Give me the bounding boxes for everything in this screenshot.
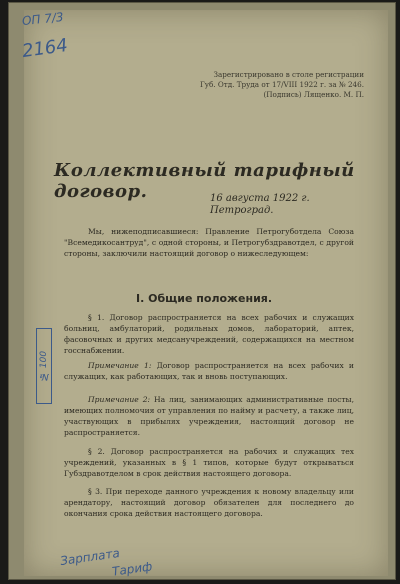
note-text: Договор распространяется на всех рабочих и служащих, как работающих, так и вновь поступающих. bbox=[64, 361, 354, 381]
date-line: 16 августа 1922 г. bbox=[210, 193, 310, 204]
registration-line: Губ. Отд. Труда от 17/VIII 1922 г. за № 246. bbox=[199, 80, 364, 89]
intro-paragraph: Мы, нижеподписавшиеся: Правление Петрогуботдела Союза "Всемедикосантруд", с одной стороны, и Петрогубздравотдел, с другой стороны, заключили настоящий договор о нижеследующем: bbox=[64, 227, 354, 258]
registration-line: (Подпись) Лященко. М. П. bbox=[263, 90, 364, 99]
registration-line: Зарегистрировано в столе регистрации bbox=[213, 70, 364, 79]
document-page bbox=[20, 9, 388, 579]
registration-block bbox=[144, 70, 364, 100]
note-1 bbox=[64, 360, 354, 382]
handwritten-subject: Зарплата bbox=[59, 545, 121, 569]
paragraph-3: § 3. При переходе данного учреждения к новому владельцу или арендатору, настоящий договор обязателен для последнего до окончания срока действия настоящего договора. bbox=[64, 487, 354, 518]
document-title: Коллективный тарифный договор. bbox=[54, 160, 355, 202]
note-2 bbox=[64, 394, 354, 438]
note-label: Примечание 1: bbox=[88, 361, 152, 370]
paragraph-2: § 2. Договор распространяется на рабочих и служащих тех учреждений, указанных в § 1 типов, которые будут открываться Губздравотделом в срок действия настоящего договора. bbox=[64, 447, 354, 478]
section-heading: I. Общие положения. bbox=[136, 292, 273, 305]
note-text: На лиц, занимающих административные посты, имеющих полномочия от управления по найму и расчету, а также лиц, участвующих в прибылях учреждения, настоящий договор не распространяется. bbox=[64, 395, 354, 437]
paragraph-1: § 1. Договор распространяется на всех рабочих и служащих больниц, амбулаторий, родильных домов, лабораторий, аптек, фасовочных и других медсанучреждений, содержащихся на местном госснабжении. bbox=[64, 313, 354, 355]
handwritten-number: 2164 bbox=[20, 34, 70, 63]
handwritten-subject: Тариф bbox=[111, 559, 154, 579]
handwritten-archive-note: ОП 7/3 bbox=[21, 9, 65, 29]
place-line: Петроград. bbox=[210, 205, 274, 216]
date-place bbox=[210, 193, 340, 217]
note-label: Примечание 2: bbox=[88, 395, 151, 404]
archive-stamp: № 100 bbox=[36, 328, 52, 404]
